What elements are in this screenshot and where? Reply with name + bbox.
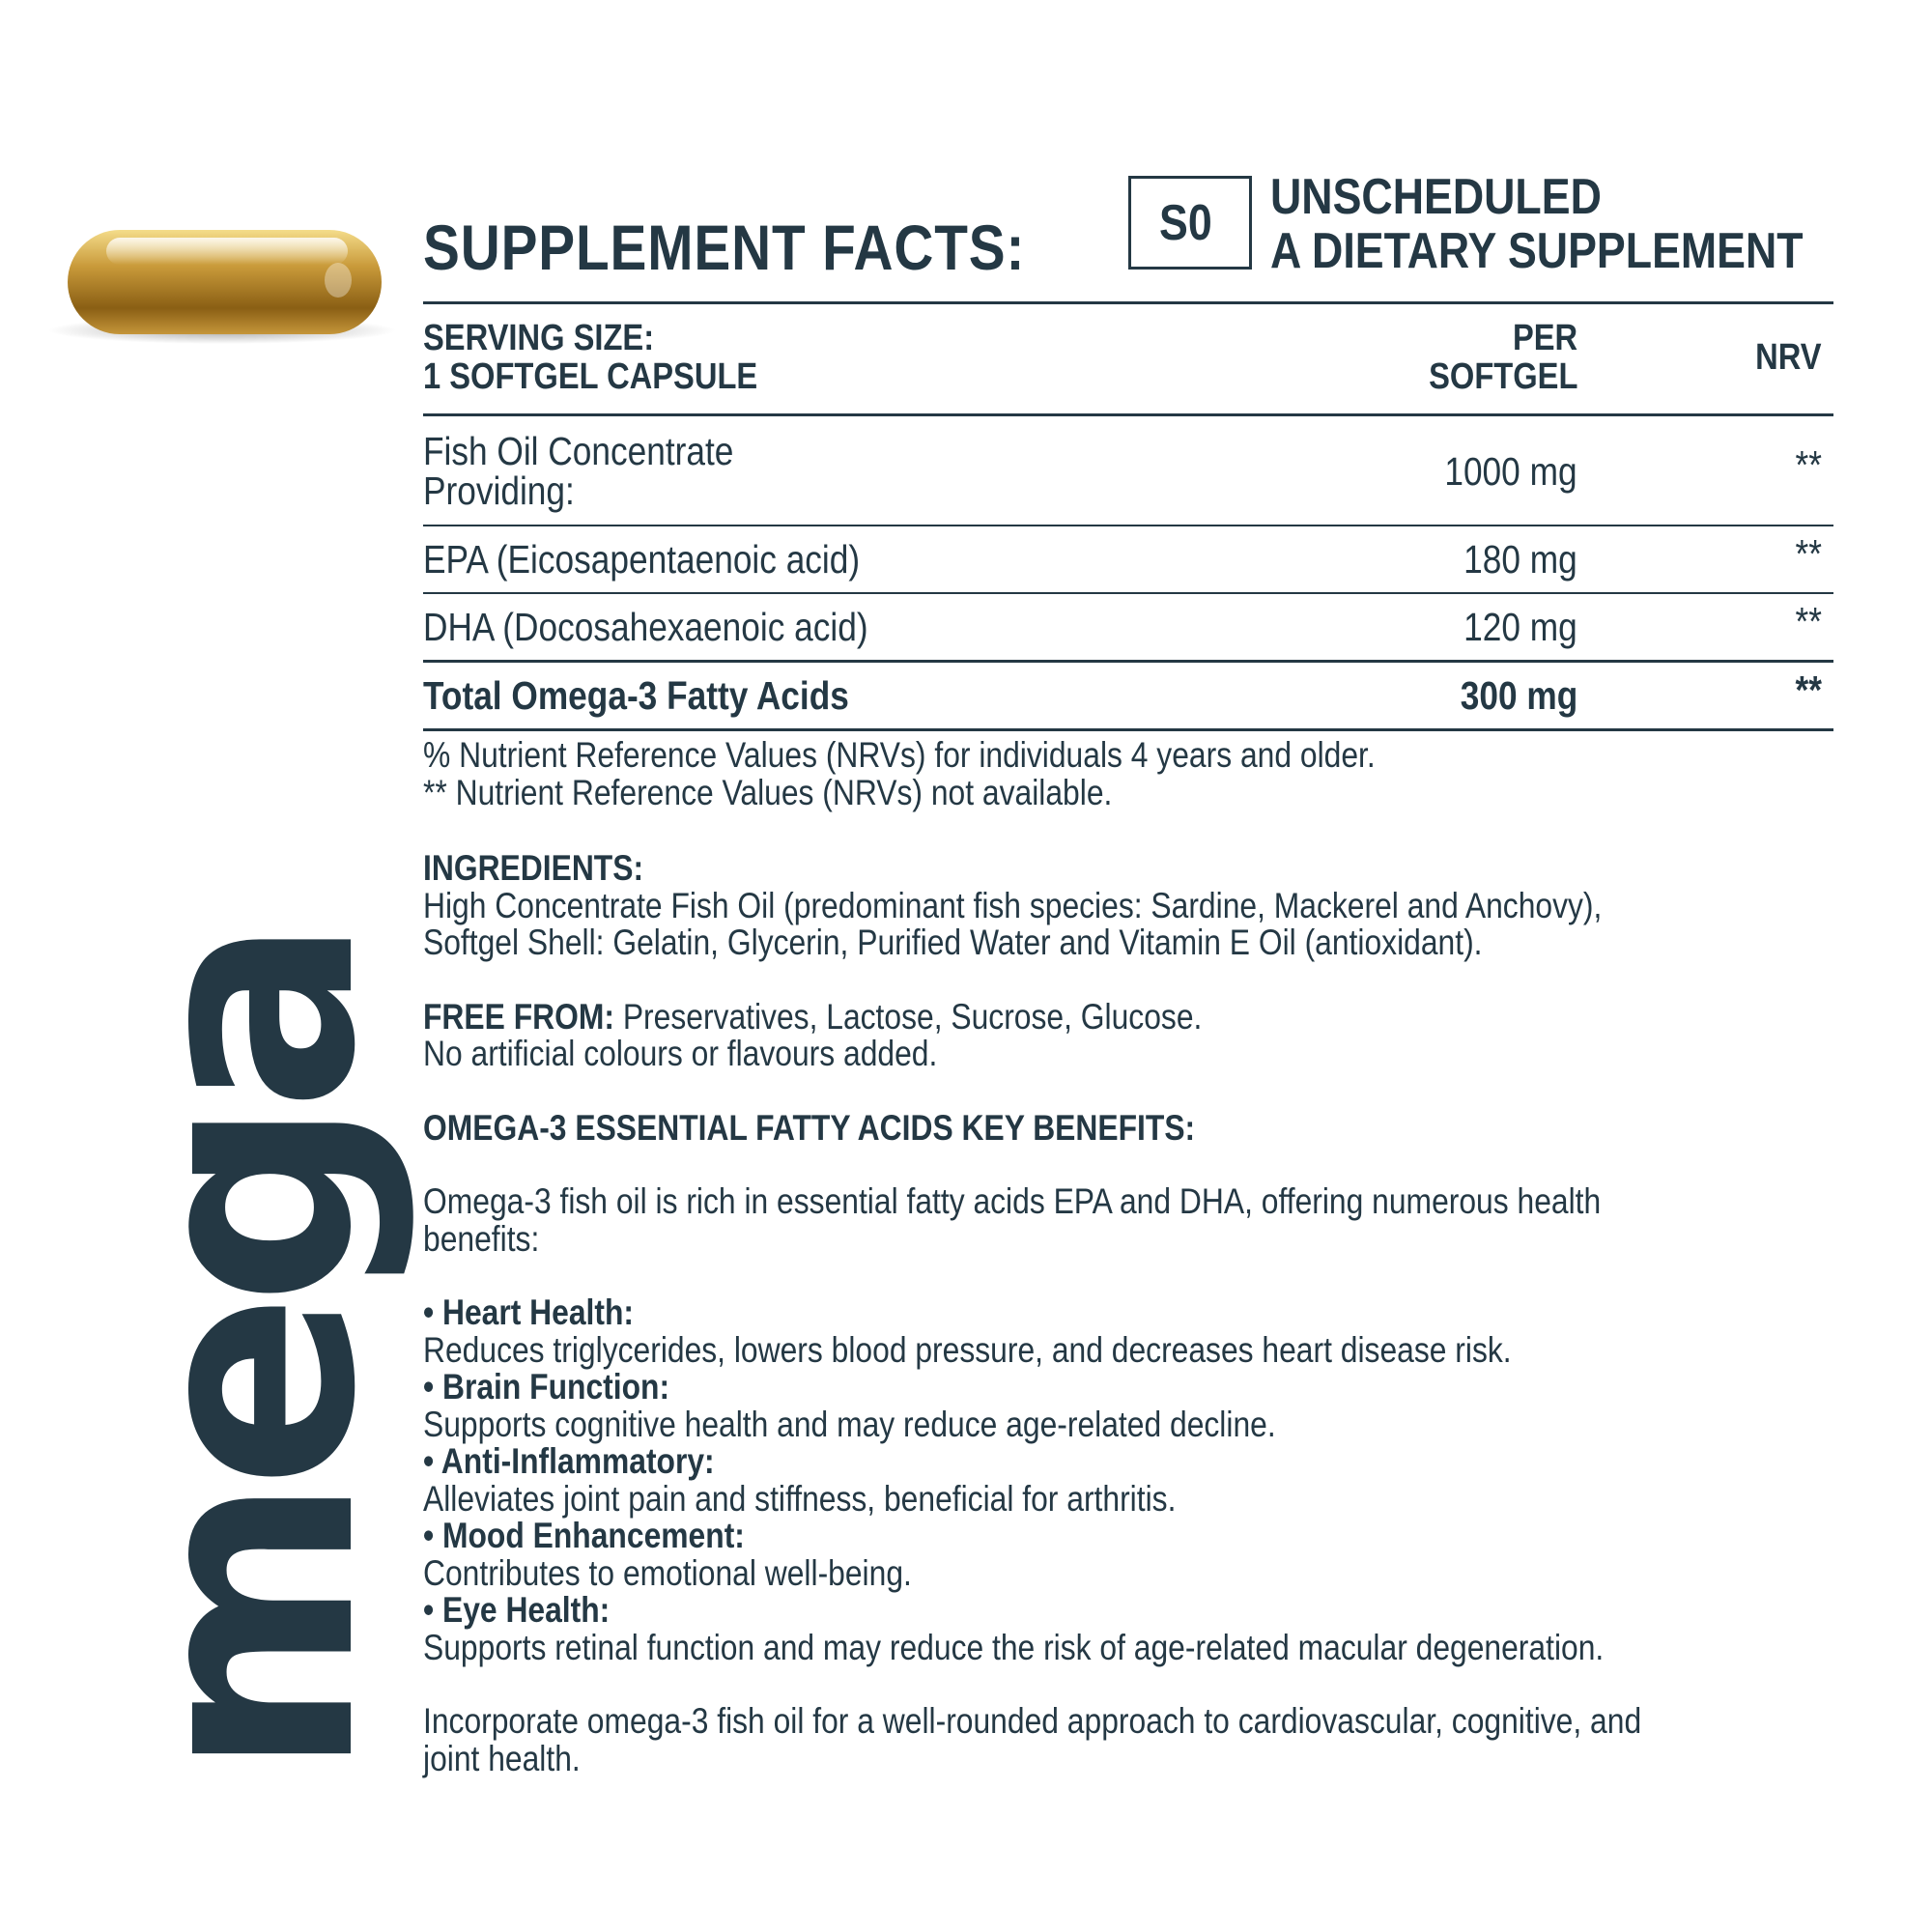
benefit-item: • Brain Function: Supports cognitive health and may reduce age-related decline.: [423, 1367, 1276, 1444]
free-from-label: FREE FROM:: [423, 996, 614, 1037]
benefit-item: • Mood Enhancement: Contributes to emotional well-being.: [423, 1516, 912, 1593]
product-information: [423, 850, 1853, 1777]
brand-word-text: mega: [82, 929, 419, 1777]
table-row: Fish Oil Concentrate Providing: 1000 mg **: [423, 429, 1822, 513]
table-row: EPA (Eicosapentaenoic acid) 180 mg **: [423, 531, 1822, 582]
nrv-footnotes: [423, 736, 1530, 811]
benefits-section: OMEGA-3 ESSENTIAL FATTY ACIDS KEY BENEFITS: Omega-3 fish oil is rich in essential fatty acids EPA and DHA, offering numerous health benefits: • Heart Health: Reduces triglycerides, lowers blood pressure, and decreases heart disease risk. • Brain Function: Supports cognitive health and may reduce age-related decline. • Anti-Inflammatory: Alleviates joint pain and stiffness, beneficial for arthritis. • Mood Enhancement: Contributes to emotional well-being. • Eye Health: Supports retinal function and may reduce the risk of age-related macular degeneration. Incorporate omega-3 fish oil for a well-rounded approach to cardiovascular, cognitive, and joint health.: [423, 1110, 1853, 1778]
schedule-code: S0: [1159, 194, 1212, 251]
benefits-heading: OMEGA-3 ESSENTIAL FATTY ACIDS KEY BENEFITS:: [423, 1107, 1196, 1148]
closing-line-2: joint health.: [423, 1738, 581, 1778]
table-row-total: Total Omega-3 Fatty Acids 300 mg **: [423, 668, 1822, 718]
serving-size-label: SERVING SIZE:: [423, 318, 655, 358]
schedule-line-1: UNSCHEDULED: [1270, 169, 1602, 225]
softgel-capsule-image: [39, 222, 396, 357]
closing-line-1: Incorporate omega-3 fish oil for a well-rounded approach to cardiovascular, cognitive, and: [423, 1701, 1642, 1741]
supplement-facts-title: SUPPLEMENT FACTS:: [423, 212, 1026, 283]
schedule-line-2: A DIETARY SUPPLEMENT: [1270, 223, 1804, 279]
footnote-1: % Nutrient Reference Values (NRVs) for individuals 4 years and older.: [423, 735, 1376, 775]
ingredients-heading: INGREDIENTS:: [423, 848, 644, 888]
supplement-facts-table: [423, 301, 1833, 731]
per-header-line-2: SOFTGEL: [1428, 356, 1577, 397]
schedule-status: [1270, 170, 1889, 278]
free-from-section: FREE FROM: Preservatives, Lactose, Sucrose, Glucose. No artificial colours or flavours added.: [423, 996, 1203, 1073]
benefit-item: • Eye Health: Supports retinal function and may reduce the risk of age-related macular degeneration.: [423, 1590, 1605, 1667]
footnote-2: ** Nutrient Reference Values (NRVs) not available.: [423, 773, 1113, 812]
per-header-line-1: PER: [1512, 318, 1577, 358]
serving-size-value: 1 SOFTGEL CAPSULE: [423, 356, 758, 397]
table-header-row: [423, 304, 1833, 413]
schedule-code-box: [1128, 176, 1252, 270]
ingredients-section: INGREDIENTS: High Concentrate Fish Oil (predominant fish species: Sardine, Mackerel and Anchovy), Softgel Shell: Gelatin, Glycerin, Purified Water and Vitamin E Oil (antioxidant).: [423, 848, 1603, 962]
benefit-item: • Heart Health: Reduces triglycerides, lowers blood pressure, and decreases heart disease risk.: [423, 1293, 1512, 1370]
nrv-header: NRV: [1755, 337, 1822, 378]
benefit-item: • Anti-Inflammatory: Alleviates joint pain and stiffness, beneficial for arthritis.: [423, 1441, 1177, 1519]
table-row: DHA (Docosahexaenoic acid) 120 mg **: [423, 599, 1822, 649]
